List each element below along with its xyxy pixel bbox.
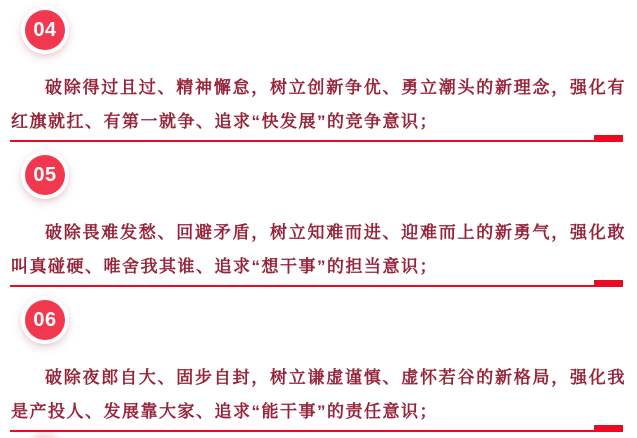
section-number-badge: 04 xyxy=(25,10,65,50)
separator-accent-block xyxy=(594,425,623,432)
section-paragraph: 破除畏难发愁、回避矛盾，树立知难而进、迎难而上的新勇气，强化敢叫真碰硬、唯舍我其谁、追求“想干事”的担当意识； xyxy=(11,223,626,276)
separator-line xyxy=(10,430,623,432)
separator-line xyxy=(10,285,623,287)
section-separator xyxy=(10,135,623,142)
separator-accent-block xyxy=(594,280,623,287)
separator-accent-block xyxy=(594,135,623,142)
separator-line xyxy=(10,140,623,142)
section-paragraph: 破除得过且过、精神懈怠，树立创新争优、勇立潮头的新理念，强化有红旗就扛、有第一就争、追求“快发展”的竞争意识； xyxy=(11,78,626,131)
section-06 xyxy=(0,290,637,437)
section-paragraph: 破除夜郎自大、固步自封，树立谦虚谨慎、虚怀若谷的新格局，强化我是产投人、发展靠大家、追求“能干事”的责任意识； xyxy=(11,368,626,421)
section-separator xyxy=(10,280,623,287)
section-04 xyxy=(0,0,637,147)
section-separator xyxy=(10,425,623,432)
section-number-badge: 05 xyxy=(25,155,65,195)
section-05 xyxy=(0,145,637,292)
section-number-badge: 06 xyxy=(25,300,65,340)
